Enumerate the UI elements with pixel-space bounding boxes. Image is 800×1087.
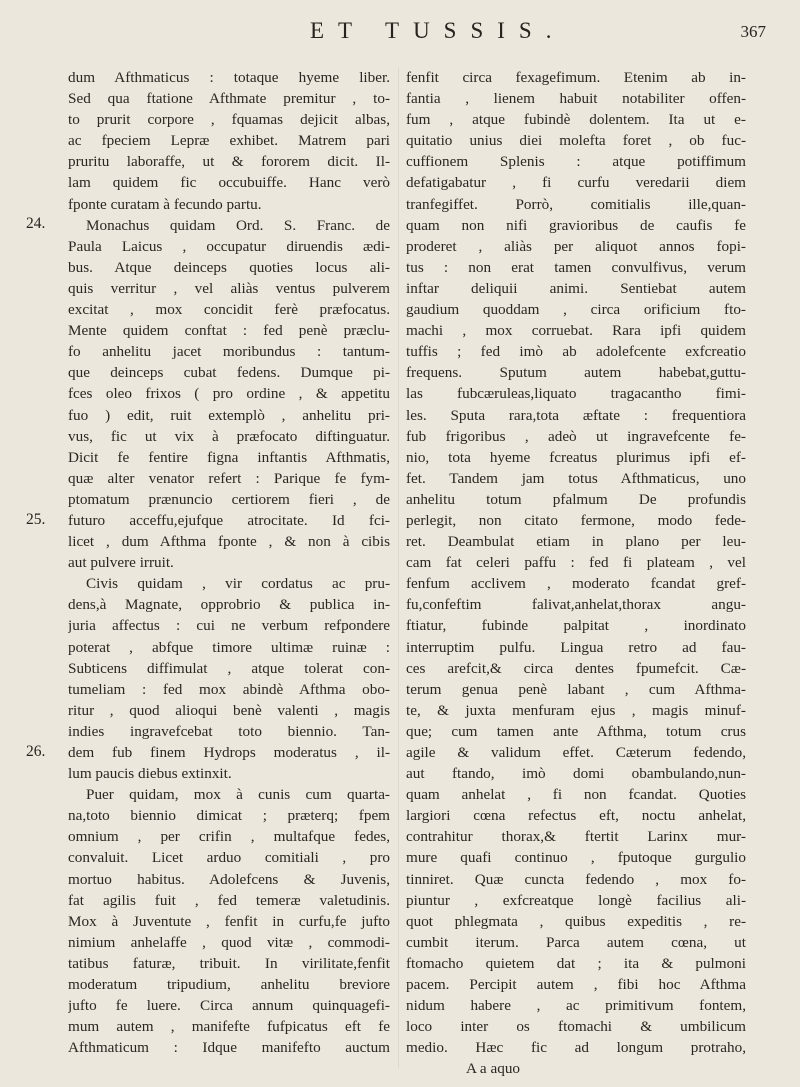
- text-line: perlegit, non citato fermone, modo fede-: [406, 511, 746, 529]
- text-line: ac fpeciem Lepræ exhibet. Matrem pari: [68, 132, 390, 150]
- text-line: tumeliam : fed mox abindè Afthma obo-: [68, 680, 390, 698]
- text-line: fu,confeftim falivat,anhelat,thorax angu-: [406, 596, 746, 614]
- text-line: poterat , abfque timore ultimæ ruinæ :: [68, 638, 390, 656]
- text-line: fenfum acclivem , moderato fcandat gref-: [406, 575, 746, 593]
- text-line: Puer quidam, mox à cunis cum quarta-: [86, 786, 390, 804]
- text-line: quitatio unius diei molefta foret , ob fuc-: [406, 132, 746, 150]
- text-line: fet. Tandem jam totus Afthmaticus, uno: [406, 469, 746, 487]
- text-line: ces arefcit,& circa dentes fpumefcit. Cæ-: [406, 659, 746, 677]
- text-line: frequens. Sputum autem habebat,guttu-: [406, 364, 746, 382]
- page-header: [0, 16, 800, 56]
- text-line: terum genua penè labant , cum Afthma-: [406, 680, 746, 698]
- text-line: Subticens diffimulat , atque tolerat con-: [68, 659, 390, 677]
- text-line: aut ftando, imò domi obambulando,nun-: [406, 765, 746, 783]
- text-line: fuo ) edit, ruit extemplò , anhelitu pri-: [68, 406, 390, 424]
- text-line: gaudium quoddam , circa orificium fto-: [406, 301, 746, 319]
- text-line: to prurit corpore , fquamas dejicit albas,: [68, 111, 390, 129]
- text-line: tus : non erat tamen convulfivus, verum: [406, 258, 746, 276]
- text-line: ritur , quod alioqui benè valenti , magis: [68, 701, 390, 719]
- text-line: jufto fe luere. Circa annum quinquagefi-: [68, 997, 390, 1015]
- text-line: lam quidem fic occubuiffe. Hanc verò: [68, 174, 390, 192]
- right-text-column: [406, 67, 746, 1080]
- text-line: Afthmaticum : Idque manifefto auctum: [68, 1039, 390, 1057]
- text-line: tranfegiffet. Porrò, comitialis ille,quan-: [406, 195, 746, 213]
- text-line: Mox à Juventute , fenfit in curfu,fe jufto: [68, 912, 390, 930]
- text-line: fponte curatam à fecundo partu.: [68, 195, 262, 213]
- text-line: ptomatum prænuncio certiorem fieri , de: [68, 490, 390, 508]
- text-line: que; cum tamen ante Afthma, totum crus: [406, 722, 746, 740]
- text-line: pruritu laboraffe, ut & fororem dicit. Il-: [68, 153, 390, 171]
- signature-mark: A a a: [466, 1060, 498, 1078]
- running-title: ET TUSSIS.: [310, 18, 566, 43]
- text-line: loco inter os ftomachi & umbilicum: [406, 1018, 746, 1036]
- text-line: vus, fic ut vix à præfocato diftinguatur.: [68, 427, 390, 445]
- text-line: nio, tota hyeme fcreatus plurimus ipfi ef-: [406, 448, 746, 466]
- text-line: fub frigoribus , adeò ut ingravefcente fe-: [406, 427, 746, 445]
- text-line: quot phlegmata , quibus expeditis , re-: [406, 912, 746, 930]
- text-line: nidum habere , ac primitivum fontem,: [406, 997, 746, 1015]
- text-line: tatibus faturæ, tribuit. In virilitate,fenfit: [68, 954, 390, 972]
- text-line: cuffionem Splenis : atque potiffimum: [406, 153, 746, 171]
- text-line: fum , atque fubindè dolentem. Ita ut e-: [406, 111, 746, 129]
- text-line: cam fat celeri paffu : fed fi plateam , vel: [406, 554, 746, 572]
- text-line: dum Afthmaticus : totaque hyeme liber.: [68, 69, 390, 86]
- text-line: proderet , aliàs per aliquot annos fopi-: [406, 237, 746, 255]
- text-line: Civis quidam , vir cordatus ac pru-: [86, 575, 390, 593]
- text-line: largiori cœna refectus eft, noctu anhelat,: [406, 807, 746, 825]
- text-line: licet , dum Afthma fponte , & non à cibis: [68, 533, 390, 551]
- text-line: Dicit fe fentire figna inftantis Afthmatis,: [68, 448, 390, 466]
- text-line: ftiatur, fubinde palpitat , inordinato: [406, 617, 746, 635]
- text-line: tinniret. Quæ cuncta fedendo , mox fo-: [406, 870, 746, 888]
- text-line: aut pulvere irruit.: [68, 554, 174, 572]
- text-line: Sed qua ftatione Afthmate premitur , to-: [68, 90, 390, 108]
- text-line: ftomacho quietem dat ; ita & pulmoni: [406, 954, 746, 972]
- text-line: tuffis ; fed imò ab adolefcente exfcreatio: [406, 343, 746, 361]
- text-line: fenfit circa fexagefimum. Etenim ab in-: [406, 69, 746, 86]
- text-line: moderatum tripudium, anhelitu breviore: [68, 976, 390, 994]
- text-line: fces oleo frixos ( pro ordine , & appetitu: [68, 385, 390, 403]
- text-line: medio. Hæc fic ad longum protraho,: [406, 1039, 746, 1057]
- text-line: fantia , lienem habuit notabiliter offen-: [406, 90, 746, 108]
- text-line: pacem. Percipit autem , fibi hoc Afthma: [406, 976, 746, 994]
- text-line: convaluit. Licet arduo comitiali , pro: [68, 849, 390, 867]
- text-line: futuro acceffu,ejufque atrocitate. Id fci-: [68, 511, 390, 529]
- text-line: na,toto biennio dimicat ; præterq; fpem: [68, 807, 390, 825]
- left-text-column: [68, 67, 390, 1058]
- column-gutter: [398, 68, 399, 1068]
- text-line: indies ingravefcebat toto biennio. Tan-: [68, 722, 390, 740]
- text-line: omnium , per crifin , multafque fedes,: [68, 828, 390, 846]
- text-line: inftar deliquii animi. Sentiebat autem: [406, 279, 746, 297]
- section-number-26: 26.: [26, 743, 46, 760]
- text-line: mure quafi continuo , fputoque gurgulio: [406, 849, 746, 867]
- text-line: te, & juxta menfuram ejus , magis minuf-: [406, 701, 746, 719]
- text-line: fo anhelitu jacet moribundus : tantum-: [68, 343, 390, 361]
- text-line: excitat , mox concidit ferè præfocatus.: [68, 301, 390, 319]
- text-line: contrahitur thorax,& ftertit Larinx mur-: [406, 828, 746, 846]
- text-line: piuntur , exfcreatque longè facilius ali-: [406, 891, 746, 909]
- text-line: nimium anhelaffe , quod vitæ , commodi-: [68, 933, 390, 951]
- text-line: mortuo habitus. Adolefcens & Juvenis,: [68, 870, 390, 888]
- text-line: les. Sputa rara,tota æftate : frequentiora: [406, 406, 746, 424]
- section-number-24: 24.: [26, 215, 46, 232]
- section-number-25: 25.: [26, 511, 46, 528]
- footer-line: [406, 1058, 746, 1079]
- text-line: mum autem , manifefte fufpicatus eft fe: [68, 1018, 390, 1036]
- text-line: juria affectus : cui ne verbum refpondere: [68, 617, 390, 635]
- text-line: ret. Deambulat etiam in plano per leu-: [406, 533, 746, 551]
- text-line: las fubcæruleas,liquato tragacantho fimi-: [406, 385, 746, 403]
- text-line: agile & validum effet. Cæterum fedendo,: [406, 744, 746, 761]
- text-line: defatigabatur , fi curfu veredarii diem: [406, 174, 746, 192]
- text-line: anhelitu totum pfalmum De profundis: [406, 490, 746, 508]
- text-line: cumbit iterum. Parca autem cœna, ut: [406, 933, 746, 951]
- text-line: machi , mox corruebat. Rara ipfi quidem: [406, 322, 746, 340]
- page-number: 367: [740, 22, 766, 41]
- text-line: quæ alter venator refert : Parique fe fym-: [68, 469, 390, 487]
- text-line: quam anhelat , fi non fcandat. Quoties: [406, 786, 746, 804]
- catchword: quo: [497, 1060, 520, 1078]
- text-line: que deinceps cubat fedens. Dumque pi-: [68, 364, 390, 382]
- text-line: dens,à Magnate, opprobrio & publica in-: [68, 596, 390, 614]
- text-line: Paula Laicus , occupatur diruendis ædi-: [68, 237, 390, 255]
- text-line: Monachus quidam Ord. S. Franc. de: [86, 216, 390, 234]
- text-line: Mente quidem conftat : fed penè præclu-: [68, 322, 390, 340]
- text-line: interruptim pulfu. Lingua retro ad fau-: [406, 638, 746, 656]
- text-line: quis verritur , vel aliàs ventus pulverem: [68, 279, 390, 297]
- text-line: fat agilis fuit , fed temeræ valetudinis.: [68, 891, 390, 909]
- text-line: bus. Atque deinceps quoties locus ali-: [68, 258, 390, 276]
- text-line: lum paucis diebus extinxit.: [68, 765, 232, 783]
- text-line: dem fub finem Hydrops moderatus , il-: [68, 744, 390, 761]
- text-line: quam non nifi gravioribus de caufis fe: [406, 216, 746, 234]
